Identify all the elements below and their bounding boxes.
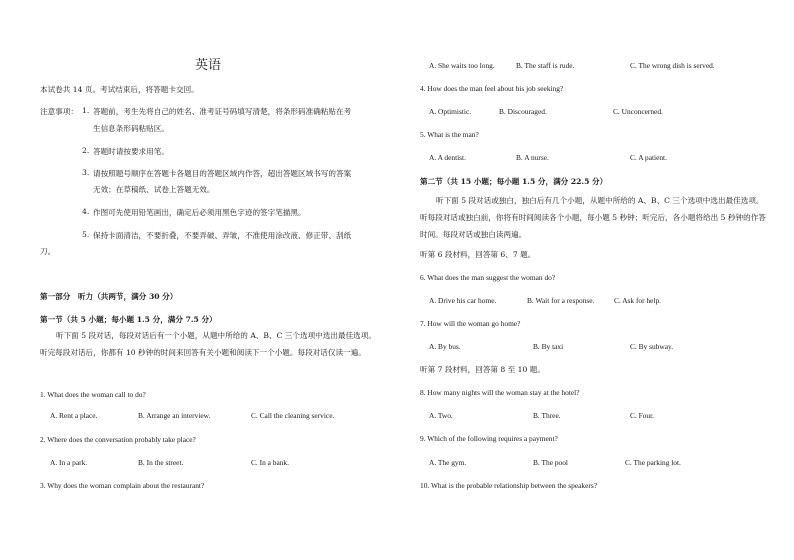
notice-5-num: 5.	[82, 230, 90, 239]
q5-option-a: A. A dentist.	[429, 153, 466, 162]
notice-3-line1: 请按照题号顺序在答题卡各题目的答题区域内作答，超出答题区域书写的答案	[93, 169, 352, 178]
q3-option-a: A. She waits too long.	[429, 61, 495, 70]
q9-option-c: C. The parking lot.	[625, 458, 681, 467]
notice-5-line1: 保持卡面清洁，不要折叠，不要弄破、弄皱，不准使用涂改液、修正带、刮纸	[93, 231, 352, 240]
page-title: 英语	[195, 58, 222, 73]
notice-label: 注意事项：	[40, 107, 78, 116]
q1-option-c: C. Call the cleaning service.	[251, 411, 335, 420]
q7-option-b: B. By taxi	[533, 342, 564, 351]
question-8: 8. How many nights will the woman stay at the hotel?	[420, 388, 580, 397]
q2-option-a: A. In a park.	[50, 458, 88, 467]
notice-2-line1: 答题时请按要求用笔。	[93, 147, 169, 156]
notice-3-line2: 无效；在草稿纸、试卷上答题无效。	[93, 185, 215, 194]
q4-option-c: C. Unconcerned.	[613, 107, 663, 116]
question-10: 10. What is the probable relationship between the speakers?	[420, 481, 597, 490]
q7-option-a: A. By bus.	[429, 342, 461, 351]
question-2: 2. Where does the conversation probably take place?	[40, 435, 196, 444]
q6-option-c: C. Ask for help.	[614, 296, 662, 305]
question-7: 7. How will the woman go home?	[420, 319, 521, 328]
section1-instructions: 听下面 5 段对话，每段对话后有一个小题，从题中所给的 A、B、C 三个选项中选出最佳选项。听完每段对话后，你都有 10 秒钟的时间来回答有关小题和阅读下一个小题。每段对话仅读一遍。	[40, 331, 376, 357]
q6-option-b: B. Wait for a response.	[527, 296, 595, 305]
notice-4-num: 4.	[82, 207, 90, 216]
q2-option-b: B. In the street.	[138, 458, 184, 467]
notice-5-line2: 刀。	[40, 247, 56, 256]
notice-1-num: 1.	[82, 106, 90, 115]
q9-option-a: A. The gym.	[429, 458, 467, 467]
q8-option-c: C. Four.	[630, 411, 655, 420]
q4-option-b: B. Discouraged.	[499, 107, 547, 116]
q1-option-a: A. Rent a place.	[50, 411, 98, 420]
section1-heading: 第一节（共 5 小题；每小题 1.5 分，满分 7.5 分）	[40, 315, 217, 324]
material-7-instruction: 听第 7 段材料，回答第 8 至 10 题。	[420, 365, 545, 374]
q3-option-b: B. The staff is rude.	[516, 61, 575, 70]
notice-3-num: 3.	[82, 168, 90, 177]
exam-intro: 本试卷共 14 页。考试结束后，将答题卡交回。	[40, 85, 199, 94]
q3-option-c: C. The wrong dish is served.	[630, 61, 715, 70]
q1-option-b: B. Arrange an interview.	[138, 411, 211, 420]
q8-option-b: B. Three.	[533, 411, 561, 420]
section2-heading: 第二节（共 15 小题；每小题 1.5 分，满分 22.5 分）	[420, 177, 608, 186]
question-4: 4. How does the man feel about his job seeking?	[420, 84, 564, 93]
q6-option-a: A. Drive his car home.	[429, 296, 497, 305]
q2-option-c: C. In a bank.	[251, 458, 289, 467]
q7-option-c: C. By subway.	[630, 342, 674, 351]
question-6: 6. What does the man suggest the woman do?	[420, 273, 556, 282]
q8-option-a: A. Two.	[429, 411, 453, 420]
material-6-instruction: 听第 6 段材料，回答第 6、7 题。	[420, 250, 536, 259]
notice-1-line1: 答题前，考生先将自己的姓名、准考证号码填写清楚，将条形码准确粘贴在考	[93, 107, 352, 116]
notice-1-line2: 生信息条形码粘贴区。	[93, 124, 169, 133]
part1-heading: 第一部分 听力（共两节，满分 30 分）	[40, 292, 178, 301]
q5-option-c: C. A patient.	[630, 153, 667, 162]
notice-2-num: 2.	[82, 146, 90, 155]
question-5: 5. What is the man?	[420, 130, 479, 139]
question-9: 9. Which of the following requires a payment?	[420, 434, 558, 443]
question-3: 3. Why does the woman complain about the restaurant?	[40, 481, 205, 490]
section2-instructions: 听下面 5 段对话或独白，独白后有几个小题，从题中所给的 A、B、C 三个选项中选出最佳选项。听每段对话或独白前，你将有时间阅读各个小题，每小题 5 秒钟；听完后，各小题将给出 5 秒钟的作答时间。每段对话或独白读两遍。	[420, 196, 766, 239]
notice-4-line1: 作图可先使用铅笔画出，确定后必须用黑色字迹的签字笔描黑。	[93, 208, 306, 217]
q9-option-b: B. The pool	[533, 458, 568, 467]
question-1: 1. What does the woman call to do?	[40, 390, 146, 399]
q5-option-b: B. A nurse.	[516, 153, 549, 162]
q4-option-a: A. Optimistic.	[429, 107, 472, 116]
